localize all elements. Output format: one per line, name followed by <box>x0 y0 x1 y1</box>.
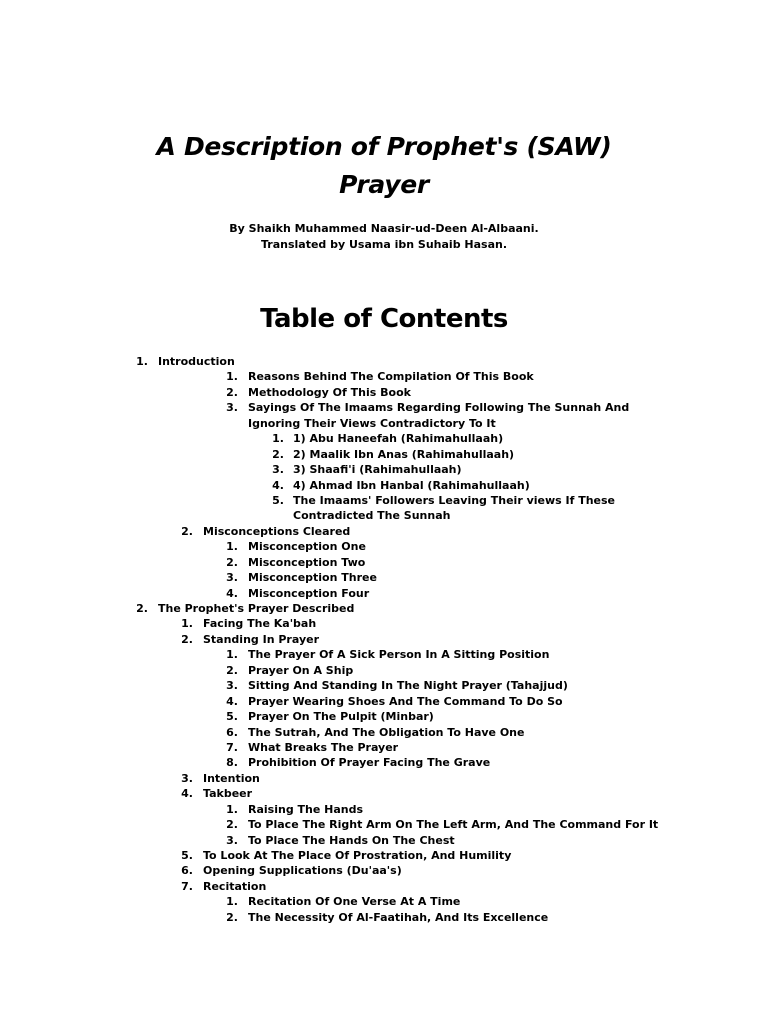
toc-entry-label: Methodology Of This Book <box>248 385 411 399</box>
toc-entry-label: Reasons Behind The Compilation Of This Book <box>248 370 534 384</box>
toc-entry[interactable] <box>0 385 768 400</box>
toc-entry[interactable] <box>0 539 768 554</box>
toc-entry-label: 3) Shaafi'i (Rahimahullaah) <box>293 463 462 477</box>
toc-entry[interactable] <box>0 524 768 539</box>
toc-entry[interactable] <box>0 848 768 863</box>
toc-entry-label: Intention <box>203 771 260 785</box>
toc-entry-continuation[interactable] <box>0 508 768 523</box>
toc-entry-number: 3. <box>226 571 238 585</box>
toc-entry-number: 1. <box>226 648 238 662</box>
toc-entry[interactable] <box>0 802 768 817</box>
toc-entry[interactable] <box>0 586 768 601</box>
toc-entry-number: 7. <box>181 879 193 893</box>
toc-entry[interactable] <box>0 817 768 832</box>
toc-entry-label: Prayer Wearing Shoes And The Command To Do So <box>248 694 563 708</box>
toc-entry-label: Prayer On A Ship <box>248 663 354 677</box>
toc-entry[interactable] <box>0 647 768 662</box>
toc-entry-label: Misconception Four <box>248 586 370 600</box>
toc-entry[interactable] <box>0 863 768 878</box>
document-title <box>0 128 768 204</box>
toc-entry[interactable] <box>0 786 768 801</box>
toc-entry-number: 8. <box>226 756 238 770</box>
toc-entry-number: 6. <box>226 725 238 739</box>
toc-entry-label: Prohibition Of Prayer Facing The Grave <box>248 756 491 770</box>
toc-entry-number: 3. <box>181 771 193 785</box>
toc-entry-number: 1. <box>181 617 193 631</box>
toc-entry-label: Recitation <box>203 879 267 893</box>
toc-entry[interactable] <box>0 740 768 755</box>
toc-entry-label: Contradicted The Sunnah <box>293 509 451 523</box>
toc-entry[interactable] <box>0 694 768 709</box>
toc-entry-number: 1. <box>226 540 238 554</box>
toc-entry[interactable] <box>0 354 768 369</box>
toc-entry[interactable] <box>0 431 768 446</box>
toc-entry[interactable] <box>0 678 768 693</box>
toc-entry-label: Takbeer <box>203 787 253 801</box>
toc-entry[interactable] <box>0 478 768 493</box>
toc-entry-label: 4) Ahmad Ibn Hanbal (Rahimahullaah) <box>293 478 530 492</box>
toc-entry-number: 2. <box>181 632 193 646</box>
toc-entry-continuation[interactable] <box>0 416 768 431</box>
toc-entry-number: 3. <box>226 833 238 847</box>
toc-entry[interactable] <box>0 771 768 786</box>
title-line-1: A Description of Prophet's (SAW) <box>156 132 612 161</box>
toc-entry-number: 2. <box>181 524 193 538</box>
toc-entry-label: 2) Maalik Ibn Anas (Rahimahullaah) <box>293 447 515 461</box>
toc-entry[interactable] <box>0 632 768 647</box>
toc-entry-label: To Place The Right Arm On The Left Arm, And The Command For It <box>248 818 659 832</box>
toc-entry-label: Misconception Three <box>248 571 377 585</box>
toc-entry-number: 1. <box>226 370 238 384</box>
toc-entry-label: Misconception One <box>248 540 366 554</box>
author-line: By Shaikh Muhammed Naasir-ud-Deen Al-Albaani. <box>229 222 539 235</box>
toc-entry[interactable] <box>0 447 768 462</box>
toc-heading: Table of Contents <box>260 304 508 334</box>
toc-entry-number: 2. <box>226 818 238 832</box>
toc-entry-label: Opening Supplications (Du'aa's) <box>203 864 402 878</box>
toc-entry-label: Ignoring Their Views Contradictory To It <box>248 416 496 430</box>
toc-entry-number: 5. <box>226 710 238 724</box>
toc-entry-number: 3. <box>272 463 284 477</box>
toc-entry-number: 2. <box>226 663 238 677</box>
table-of-contents <box>0 354 768 925</box>
toc-entry[interactable] <box>0 833 768 848</box>
toc-entry-label: What Breaks The Prayer <box>248 740 399 754</box>
toc-entry-label: Introduction <box>158 355 235 368</box>
toc-entry[interactable] <box>0 601 768 616</box>
toc-entry-number: 7. <box>226 740 238 754</box>
toc-entry-number: 3. <box>226 401 238 415</box>
toc-entry-number: 3. <box>226 679 238 693</box>
toc-entry[interactable] <box>0 555 768 570</box>
toc-entry[interactable] <box>0 725 768 740</box>
toc-entry-label: The Imaams' Followers Leaving Their views If These <box>293 493 616 507</box>
toc-entry[interactable] <box>0 462 768 477</box>
toc-entry-number: 1. <box>226 895 238 909</box>
toc-entry-number: 2. <box>136 602 148 615</box>
toc-entry[interactable] <box>0 616 768 631</box>
toc-entry-number: 1. <box>136 355 148 368</box>
toc-entry-number: 1. <box>272 432 284 446</box>
toc-entry-number: 4. <box>226 694 238 708</box>
toc-entry-label: Prayer On The Pulpit (Minbar) <box>248 710 434 724</box>
toc-entry[interactable] <box>0 755 768 770</box>
toc-entry-number: 5. <box>272 493 284 507</box>
toc-entry-label: 1) Abu Haneefah (Rahimahullaah) <box>293 432 504 446</box>
toc-entry-number: 2. <box>226 555 238 569</box>
toc-entry[interactable] <box>0 709 768 724</box>
toc-entry-label: Facing The Ka'bah <box>203 617 317 631</box>
toc-entry[interactable] <box>0 879 768 894</box>
toc-entry-label: Raising The Hands <box>248 802 364 816</box>
toc-entry-label: The Prayer Of A Sick Person In A Sitting Position <box>248 648 550 662</box>
byline <box>0 221 768 253</box>
toc-entry[interactable] <box>0 894 768 909</box>
toc-entry-number: 4. <box>272 478 284 492</box>
toc-entry-number: 2. <box>226 910 238 924</box>
toc-entry-label: Standing In Prayer <box>203 632 319 646</box>
toc-entry-number: 4. <box>226 586 238 600</box>
toc-entry-number: 1. <box>226 802 238 816</box>
toc-entry[interactable] <box>0 570 768 585</box>
toc-entry-label: Sitting And Standing In The Night Prayer (Tahajjud) <box>248 679 568 693</box>
toc-entry-label: The Necessity Of Al-Faatihah, And Its Excellence <box>248 910 549 924</box>
toc-entry-number: 6. <box>181 864 193 878</box>
toc-entry[interactable] <box>0 493 768 508</box>
toc-entry-number: 2. <box>226 385 238 399</box>
toc-entry-label: To Place The Hands On The Chest <box>248 833 455 847</box>
toc-entry-label: Misconceptions Cleared <box>203 524 351 538</box>
toc-entry-label: Misconception Two <box>248 555 366 569</box>
toc-entry-label: Sayings Of The Imaams Regarding Following The Sunnah And <box>248 401 630 415</box>
toc-entry-label: The Prophet's Prayer Described <box>158 602 355 615</box>
toc-entry-label: Recitation Of One Verse At A Time <box>248 895 461 909</box>
toc-entry[interactable] <box>0 369 768 384</box>
toc-entry[interactable] <box>0 400 768 415</box>
toc-entry-number: 5. <box>181 849 193 862</box>
toc-entry-label: To Look At The Place Of Prostration, And Humility <box>203 849 512 862</box>
toc-entry-number: 2. <box>272 447 284 461</box>
translator-line: Translated by Usama ibn Suhaib Hasan. <box>260 238 508 251</box>
toc-entry[interactable] <box>0 663 768 678</box>
toc-entry-label: The Sutrah, And The Obligation To Have One <box>248 725 525 739</box>
toc-entry[interactable] <box>0 910 768 925</box>
toc-entry-number: 4. <box>181 787 193 801</box>
title-line-2: Prayer <box>339 170 429 199</box>
